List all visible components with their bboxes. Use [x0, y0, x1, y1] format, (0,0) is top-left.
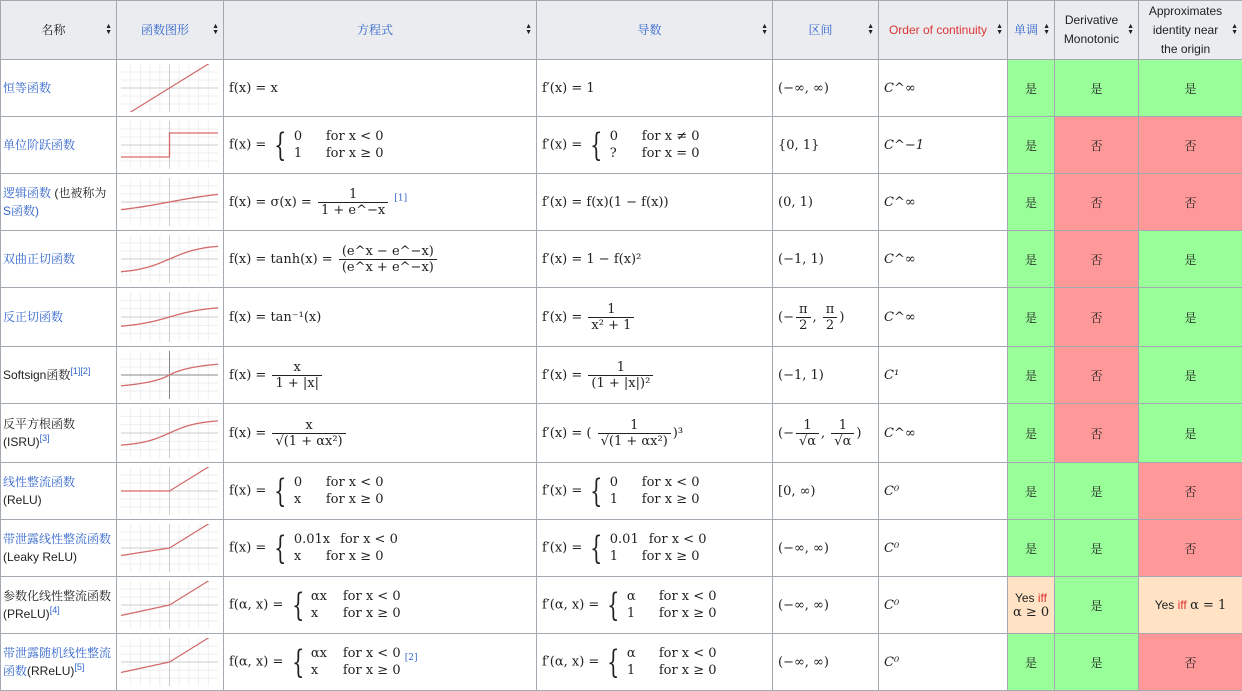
- derivative-monotonic-cell: 否: [1055, 404, 1139, 463]
- continuity-cell: C⁰: [879, 520, 1008, 577]
- case-row: 0 for x < 0: [610, 474, 700, 491]
- range-cell: (− $\frac{\pi}{2}$ , $\frac{\pi}{2}$ ): [773, 288, 879, 347]
- monotonic-cell: 是: [1008, 520, 1055, 577]
- derivative-cell: [537, 60, 773, 117]
- piecewise-cases: { 0 for x < 0 1 for x ≥ 0: [586, 474, 699, 508]
- continuity-cell: C^∞: [879, 174, 1008, 231]
- approx-identity-cell: 否: [1139, 174, 1242, 231]
- continuity-cell: C^−1: [879, 117, 1008, 174]
- reference-link[interactable]: [5]: [74, 662, 84, 672]
- function-graph-image[interactable]: [121, 64, 218, 112]
- function-name-cell: [1, 520, 117, 577]
- function-name-cell: [1, 634, 117, 691]
- range-cell: [773, 231, 879, 288]
- fraction: $\frac{1}{\text{(1 + |x|)²}}$: [588, 360, 653, 391]
- piecewise-cases: { αx for x < 0 x for x ≥ 0: [288, 588, 401, 622]
- math-text: f(x) = tanh(x) =: [229, 252, 333, 267]
- math-text: f(x) =: [229, 484, 266, 499]
- equation-cell: [224, 288, 537, 347]
- math-text: f′(x) =: [542, 368, 582, 383]
- derivative-monotonic-cell: 否: [1055, 117, 1139, 174]
- col-range-header[interactable]: 区间 ▲ ▼: [773, 1, 879, 60]
- function-graph-image[interactable]: [121, 524, 218, 572]
- table-row: [1, 577, 1242, 634]
- function-graph-image[interactable]: [121, 121, 218, 169]
- range-cell: [773, 634, 879, 691]
- function-graph-image[interactable]: [121, 235, 218, 283]
- function-name-cell: [1, 463, 117, 520]
- function-graph-cell: [117, 404, 224, 463]
- col-approx-identity-header[interactable]: Approximates identity near the origin ▲ ▼: [1139, 1, 1242, 60]
- math-text: f′(α, x) =: [542, 655, 599, 670]
- sort-icon[interactable]: ▲ ▼: [996, 24, 1003, 36]
- range-cell: (− $\frac{1}{√\alpha}$ , $\frac{1}{√\alpha}$ ): [773, 404, 879, 463]
- derivative-cell: [537, 231, 773, 288]
- case-row: x for x ≥ 0: [311, 662, 401, 679]
- function-name-sub: (Leaky ReLU): [3, 550, 77, 564]
- case-row: 1 for x ≥ 0: [294, 145, 384, 162]
- sort-icon[interactable]: ▲ ▼: [1043, 24, 1050, 36]
- table-row: [1, 60, 1242, 117]
- equation-cell: [224, 117, 537, 174]
- math-text: f(x) =: [229, 541, 266, 556]
- fraction: $\frac{1}{√\alpha}$: [831, 418, 854, 449]
- function-name-link[interactable]: 带泄露线性整流函数: [3, 532, 111, 546]
- table-row: [1, 404, 1242, 463]
- function-name-plain[interactable]: Softsign函数: [3, 368, 70, 382]
- approx-identity-cell: 是: [1139, 404, 1242, 463]
- derivative-monotonic-cell: 否: [1055, 231, 1139, 288]
- function-graph-image[interactable]: [121, 178, 218, 226]
- function-graph-cell: [117, 174, 224, 231]
- equation-cell: [224, 60, 537, 117]
- monotonic-cell: 是: [1008, 231, 1055, 288]
- piecewise-cases: { 0.01 for x < 0 1 for x ≥ 0: [586, 531, 706, 565]
- reference-link[interactable]: [4]: [50, 605, 60, 615]
- case-row: 1 for x ≥ 0: [610, 548, 707, 565]
- approx-identity-cell: 是: [1139, 60, 1242, 117]
- sort-icon[interactable]: ▲ ▼: [1127, 24, 1134, 36]
- math-text: f′(x) =: [542, 138, 582, 153]
- derivative-cell: [537, 634, 773, 691]
- math-text: f′(x) = 1 − f(x)²: [542, 252, 641, 267]
- piecewise-cases: { α for x < 0 1 for x ≥ 0: [603, 645, 716, 679]
- math-text: f′(x) =: [542, 541, 582, 556]
- function-name-cell: [1, 347, 117, 404]
- case-row: α for x < 0: [627, 588, 717, 605]
- table-row: [1, 117, 1242, 174]
- function-graph-cell: [117, 60, 224, 117]
- function-graph-image[interactable]: [121, 581, 218, 629]
- math-text: f(x) =: [229, 426, 266, 441]
- fraction: $\frac{\pi}{2}$: [823, 302, 838, 333]
- function-graph-cell: [117, 288, 224, 347]
- function-name-plain: (ReLU): [3, 493, 42, 507]
- case-row: 1 for x ≥ 0: [610, 491, 700, 508]
- case-row: x for x ≥ 0: [294, 548, 398, 565]
- table-row: [1, 520, 1242, 577]
- math-text: (−∞, ∞): [778, 598, 829, 613]
- case-row: x for x ≥ 0: [294, 491, 384, 508]
- approx-identity-cell: 是: [1139, 231, 1242, 288]
- function-graph-cell: [117, 347, 224, 404]
- fraction: $\frac{(e\^{}x - e\^{}-x)}{(e\^{}x + e\^{}-x)}$: [339, 244, 437, 275]
- function-name-link[interactable]: 带泄露随机线性整流: [3, 646, 111, 660]
- equation-cell: [224, 174, 537, 231]
- function-name-cell: [1, 577, 117, 634]
- derivative-monotonic-cell: 是: [1055, 60, 1139, 117]
- derivative-monotonic-cell: 是: [1055, 634, 1139, 691]
- range-cell: [773, 463, 879, 520]
- piecewise-cases: { 0 for x < 0 1 for x ≥ 0: [270, 128, 383, 162]
- continuity-cell: C^∞: [879, 60, 1008, 117]
- math-text: f′(x) = (: [542, 426, 591, 441]
- table-row: [1, 347, 1242, 404]
- function-name-cell: [1, 404, 117, 463]
- function-name-link[interactable]: 双曲正切函数: [3, 252, 75, 266]
- function-graph-cell: [117, 577, 224, 634]
- case-row: αx for x < 0: [311, 588, 401, 605]
- case-row: x for x ≥ 0: [311, 605, 401, 622]
- range-cell: [773, 117, 879, 174]
- math-text: (−∞, ∞): [778, 541, 829, 556]
- equation-cell: [224, 634, 537, 691]
- reference-link[interactable]: [2]: [405, 653, 418, 663]
- derivative-cell: [537, 404, 773, 463]
- function-name-plain[interactable]: 参数化线性整流函数: [3, 589, 111, 603]
- sort-icon[interactable]: ▲ ▼: [212, 24, 219, 36]
- math-text: f(α, x) =: [229, 598, 283, 613]
- monotonic-cell: 是: [1008, 60, 1055, 117]
- approx-identity-cell: 否: [1139, 520, 1242, 577]
- function-graph-image[interactable]: [121, 467, 218, 515]
- col-graph-header[interactable]: 函数图形 ▲ ▼: [117, 1, 224, 60]
- function-name-cell: [1, 288, 117, 347]
- monotonic-cell: 是: [1008, 463, 1055, 520]
- case-row: ? for x = 0: [610, 145, 700, 162]
- equation-cell: [224, 231, 537, 288]
- math-text: (−∞, ∞): [778, 655, 829, 670]
- reference-link[interactable]: [1][2]: [70, 366, 90, 376]
- case-row: α for x < 0: [627, 645, 717, 662]
- function-graph-image[interactable]: [121, 292, 218, 342]
- function-name-cell: [1, 231, 117, 288]
- col-equation-header[interactable]: 方程式 ▲ ▼: [224, 1, 537, 60]
- case-row: 0.01 for x < 0: [610, 531, 707, 548]
- case-row: 0 for x ≠ 0: [610, 128, 700, 145]
- piecewise-cases: { 0 for x < 0 x for x ≥ 0: [270, 474, 383, 508]
- table-row: [1, 463, 1242, 520]
- piecewise-cases: { αx for x < 0 x for x ≥ 0: [288, 645, 401, 679]
- function-name-plain: (RReLU): [27, 664, 74, 678]
- approx-identity-cell: Yes iff α = 1: [1139, 577, 1242, 634]
- piecewise-cases: { 0 for x ≠ 0 ? for x = 0: [586, 128, 699, 162]
- equation-cell: [224, 347, 537, 404]
- math-text: (−: [778, 310, 794, 325]
- function-graph-cell: [117, 231, 224, 288]
- derivative-cell: [537, 463, 773, 520]
- case-row: 1 for x ≥ 0: [627, 662, 717, 679]
- math-text: (−1, 1): [778, 368, 824, 383]
- header-row: [1, 1, 1242, 60]
- case-row: αx for x < 0: [311, 645, 401, 662]
- function-graph-cell: [117, 117, 224, 174]
- derivative-monotonic-cell: 否: [1055, 174, 1139, 231]
- sort-icon[interactable]: ▲ ▼: [761, 24, 768, 36]
- sort-icon[interactable]: ▲ ▼: [105, 24, 112, 36]
- continuity-cell: C⁰: [879, 634, 1008, 691]
- math-text: f(x) =: [229, 368, 266, 383]
- function-name-link[interactable]: 反正切函数: [3, 310, 63, 324]
- derivative-cell: [537, 174, 773, 231]
- equation-cell: [224, 463, 537, 520]
- equation-cell: [224, 404, 537, 463]
- col-derivative-monotonic-header[interactable]: Derivative Monotonic ▲ ▼: [1055, 1, 1139, 60]
- continuity-cell: C⁰: [879, 577, 1008, 634]
- range-cell: [773, 577, 879, 634]
- function-graph-image[interactable]: [121, 408, 218, 458]
- fraction: $\frac{1}{1 + e\^{}-x}$: [318, 187, 388, 218]
- equation-cell: [224, 520, 537, 577]
- sort-icon[interactable]: ▲ ▼: [1231, 24, 1238, 36]
- equation-cell: [224, 577, 537, 634]
- derivative-cell: [537, 520, 773, 577]
- sort-icon[interactable]: ▲ ▼: [867, 24, 874, 36]
- derivative-cell: [537, 288, 773, 347]
- math-text: f′(x) =: [542, 310, 582, 325]
- monotonic-cell: 是: [1008, 347, 1055, 404]
- monotonic-cell: 是: [1008, 288, 1055, 347]
- math-text: (−∞, ∞): [778, 81, 829, 96]
- fraction: $\frac{\pi}{2}$: [796, 302, 811, 333]
- table-row: [1, 288, 1242, 347]
- math-text: f(x) = x: [229, 81, 278, 96]
- derivative-monotonic-cell: 是: [1055, 520, 1139, 577]
- case-row: 0 for x < 0: [294, 128, 384, 145]
- derivative-monotonic-cell: 否: [1055, 288, 1139, 347]
- monotonic-cell: Yes iff α ≥ 0: [1008, 577, 1055, 634]
- function-name-link[interactable]: 单位阶跃函数: [3, 138, 75, 152]
- monotonic-cell: 是: [1008, 117, 1055, 174]
- table-row: [1, 231, 1242, 288]
- continuity-cell: C^∞: [879, 231, 1008, 288]
- math-text: f(α, x) =: [229, 655, 283, 670]
- math-text: )³: [673, 426, 683, 441]
- math-text: [0, ∞): [778, 484, 816, 499]
- col-monotonic-header[interactable]: 单调 ▲ ▼: [1008, 1, 1055, 60]
- fraction: $\frac{x}{1 + |x|}$: [272, 360, 322, 391]
- fraction: $\frac{x}{\text{√(1 + αx²)}}$: [272, 418, 345, 449]
- table-row: [1, 634, 1242, 691]
- math-text: f(x) = tan⁻¹(x): [229, 310, 321, 325]
- math-text: f(x) =: [229, 138, 266, 153]
- continuity-cell: C^∞: [879, 404, 1008, 463]
- math-text: f′(x) = f(x)(1 − f(x)): [542, 195, 669, 210]
- monotonic-cell: 是: [1008, 634, 1055, 691]
- col-derivative-header[interactable]: 导数 ▲ ▼: [537, 1, 773, 60]
- approx-identity-cell: 否: [1139, 634, 1242, 691]
- case-row: 0 for x < 0: [294, 474, 384, 491]
- derivative-cell: [537, 347, 773, 404]
- reference-link[interactable]: [3]: [40, 433, 50, 443]
- piecewise-cases: { 0.01x for x < 0 x for x ≥ 0: [270, 531, 397, 565]
- derivative-cell: [537, 117, 773, 174]
- math-text: f′(x) =: [542, 484, 582, 499]
- function-name-plain[interactable]: 反平方根函数: [3, 417, 75, 431]
- math-text: f′(α, x) =: [542, 598, 599, 613]
- function-name-link[interactable]: 逻辑函数: [3, 186, 51, 200]
- fraction: $\frac{1}{√\alpha}$: [796, 418, 819, 449]
- math-text: f′(x) = 1: [542, 81, 595, 96]
- function-name-link[interactable]: S函数): [3, 204, 39, 218]
- math-text: (−: [778, 426, 794, 441]
- function-name-plain: (也被称为: [51, 186, 106, 200]
- continuity-cell: C⁰: [879, 463, 1008, 520]
- function-graph-cell: [117, 520, 224, 577]
- derivative-monotonic-cell: 否: [1055, 347, 1139, 404]
- range-cell: [773, 174, 879, 231]
- piecewise-cases: { α for x < 0 1 for x ≥ 0: [603, 588, 716, 622]
- case-row: 1 for x ≥ 0: [627, 605, 717, 622]
- continuity-cell: C^∞: [879, 288, 1008, 347]
- function-graph-image[interactable]: [121, 638, 218, 686]
- function-name-cell: [1, 117, 117, 174]
- function-graph-image[interactable]: [121, 351, 218, 399]
- derivative-monotonic-cell: 是: [1055, 577, 1139, 634]
- approx-identity-cell: 否: [1139, 117, 1242, 174]
- derivative-cell: [537, 577, 773, 634]
- function-name-link[interactable]: 函数: [3, 664, 27, 678]
- fraction: $\frac{1}{\text{√(1 + αx²)}}$: [598, 418, 671, 449]
- function-name-link[interactable]: 线性整流函数: [3, 475, 75, 489]
- range-cell: [773, 60, 879, 117]
- function-name-sub: (ISRU): [3, 435, 40, 449]
- derivative-monotonic-cell: 是: [1055, 463, 1139, 520]
- math-text: f(x) = σ(x) =: [229, 195, 312, 210]
- function-name-cell: [1, 174, 117, 231]
- math-text: (0, 1): [778, 195, 813, 210]
- math-text: {0, 1}: [778, 138, 819, 153]
- function-name-sub: (PReLU): [3, 607, 50, 621]
- monotonic-cell: 是: [1008, 174, 1055, 231]
- continuity-cell: C¹: [879, 347, 1008, 404]
- case-row: 0.01x for x < 0: [294, 531, 398, 548]
- range-cell: [773, 347, 879, 404]
- function-name-link[interactable]: 恒等函数: [3, 81, 51, 95]
- col-continuity-header[interactable]: Order of continuity ▲ ▼: [879, 1, 1008, 60]
- function-graph-cell: [117, 463, 224, 520]
- function-graph-cell: [117, 634, 224, 691]
- monotonic-cell: 是: [1008, 404, 1055, 463]
- approx-identity-cell: 是: [1139, 347, 1242, 404]
- approx-identity-cell: 是: [1139, 288, 1242, 347]
- math-text: (−1, 1): [778, 252, 824, 267]
- table-row: [1, 174, 1242, 231]
- sort-icon[interactable]: ▲ ▼: [525, 24, 532, 36]
- approx-identity-cell: 否: [1139, 463, 1242, 520]
- range-cell: [773, 520, 879, 577]
- fraction: $\frac{1}{\text{x² + 1}}$: [588, 302, 634, 333]
- reference-link[interactable]: [1]: [394, 193, 407, 203]
- col-name-header[interactable]: 名称 ▲ ▼: [1, 1, 117, 60]
- function-name-cell: [1, 60, 117, 117]
